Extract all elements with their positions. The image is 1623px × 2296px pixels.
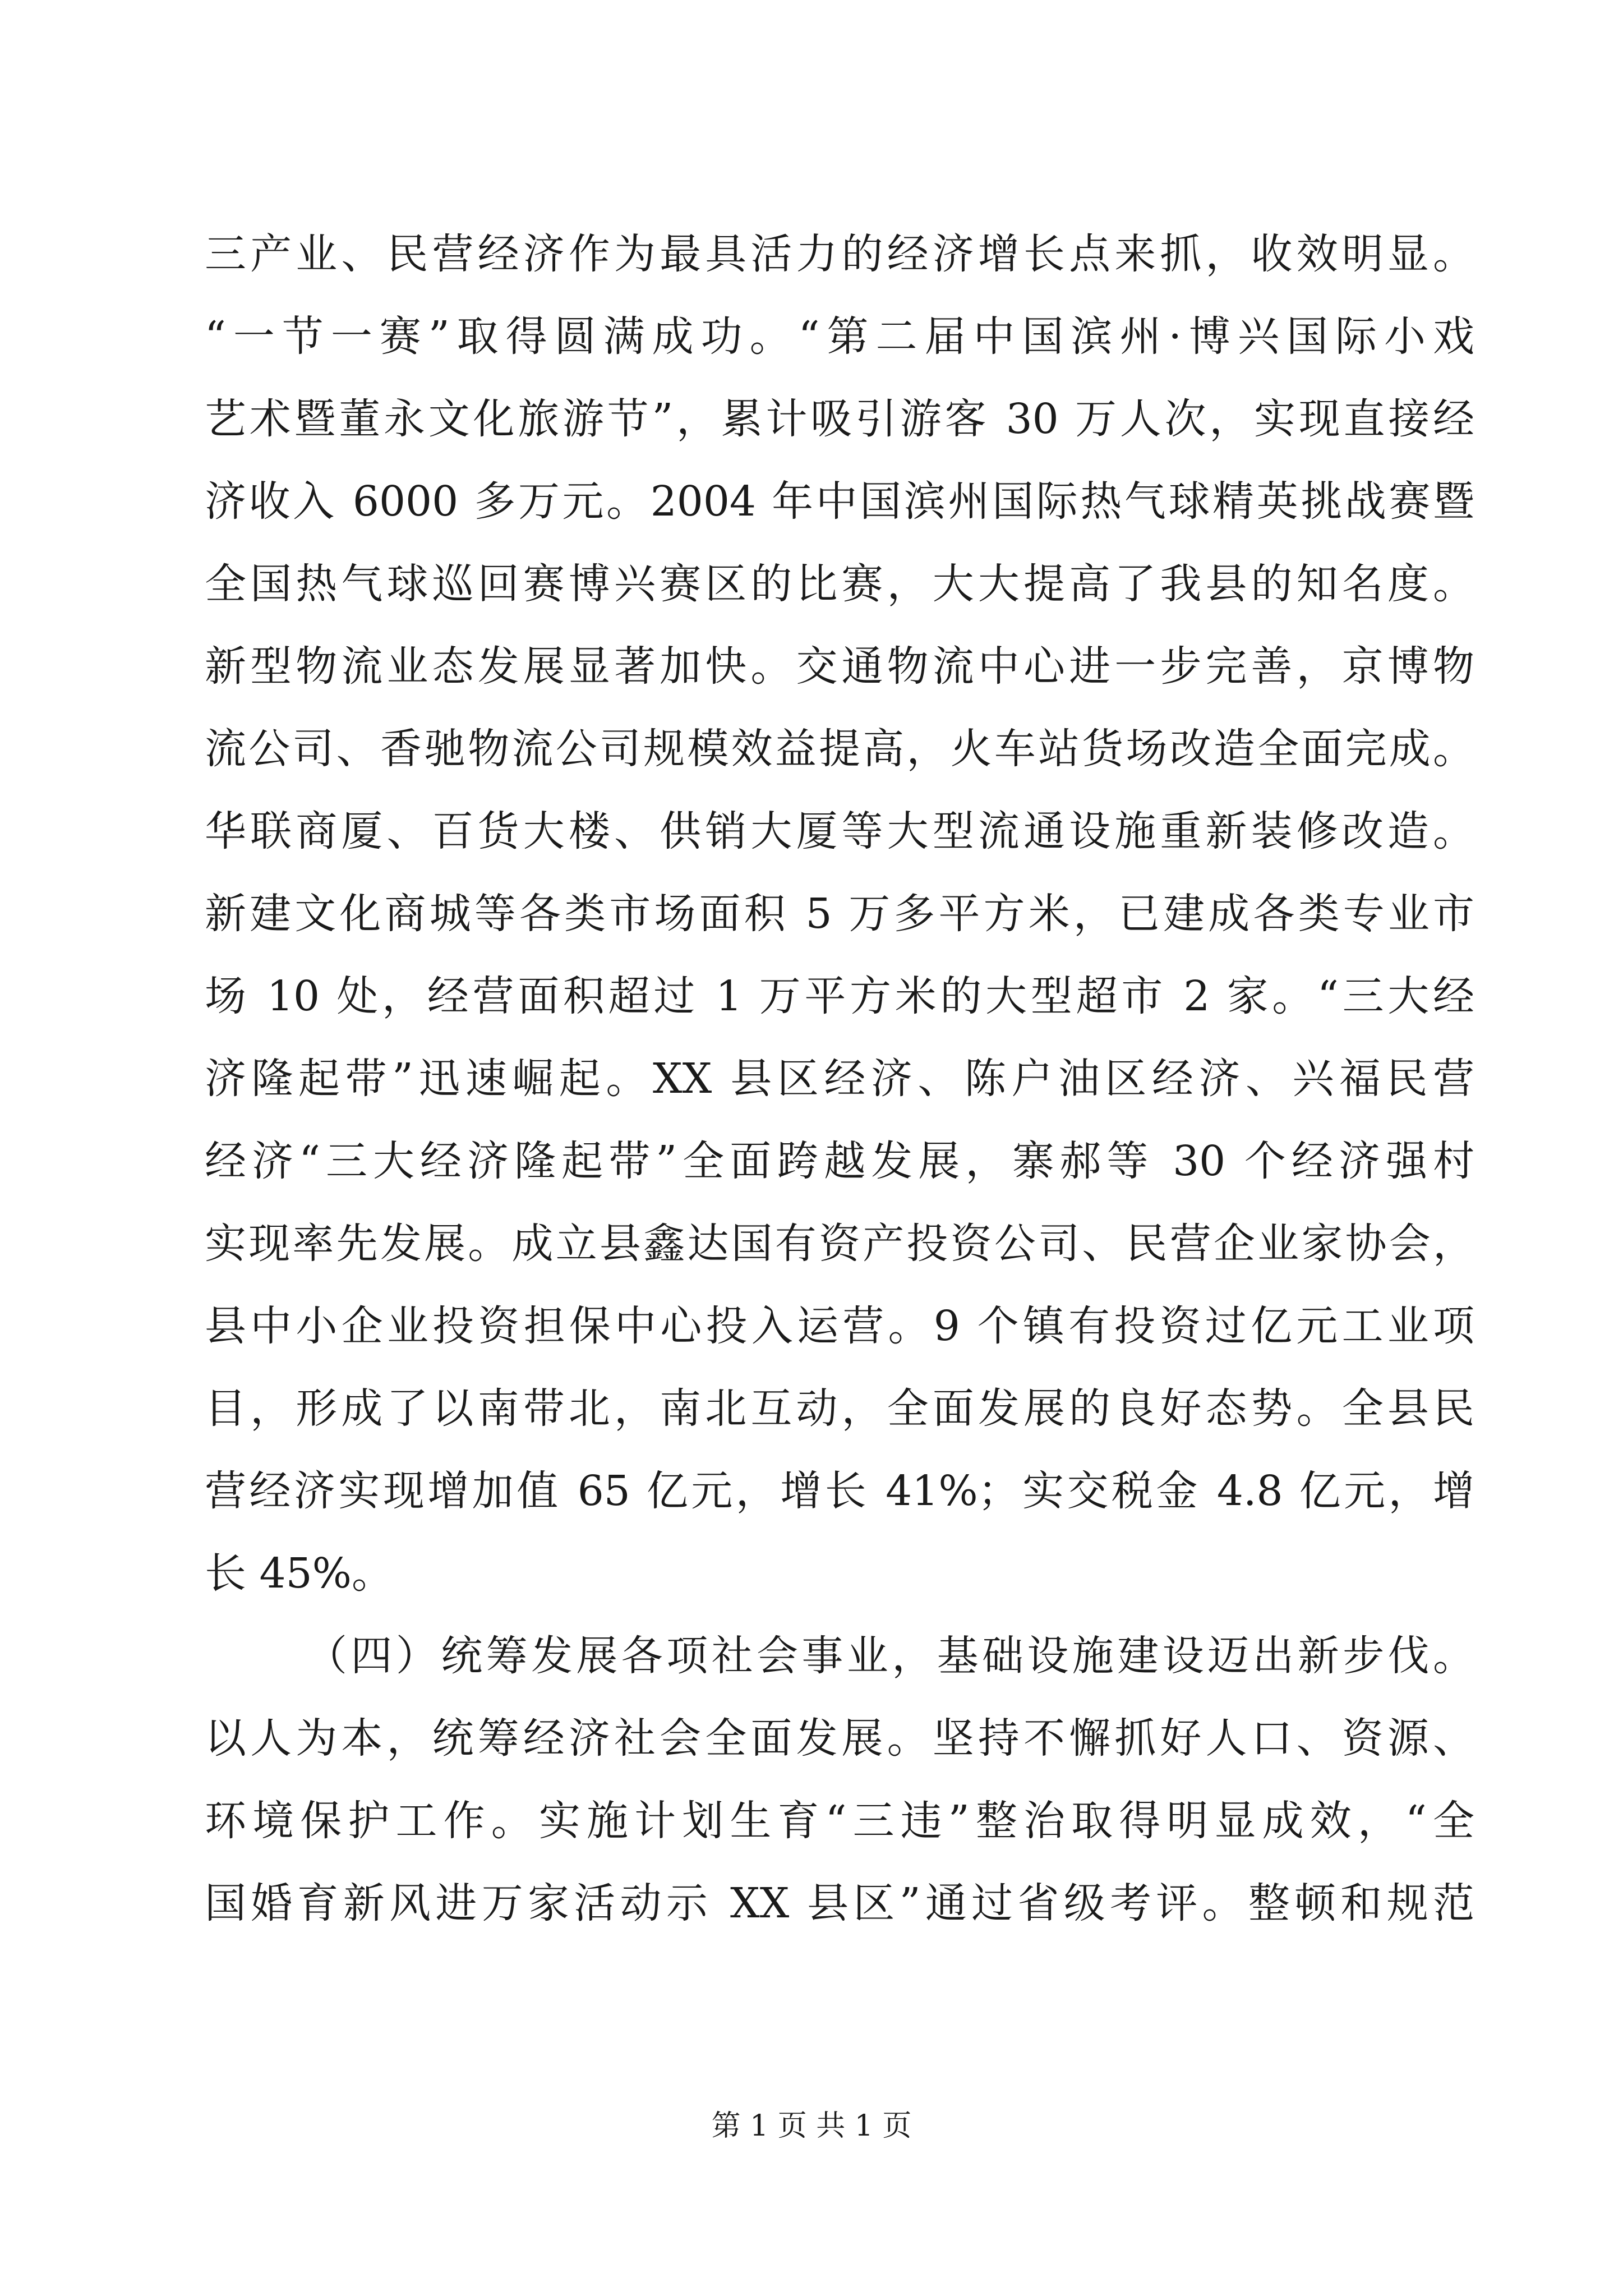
document-body xyxy=(205,213,1474,1945)
text-line: 营经济实现增加值 65 亿元，增长 41%；实交税金 4.8 亿元，增 xyxy=(205,1467,1474,1515)
text-line: 县中小企业投资担保中心投入运营。9 个镇有投资过亿元工业项 xyxy=(205,1302,1474,1350)
text-line: 经济“三大经济隆起带”全面跨越发展，寨郝等 30 个经济强村 xyxy=(205,1137,1474,1185)
text-line: 流公司、香驰物流公司规模效益提高，火车站货场改造全面完成。 xyxy=(205,725,1474,773)
paragraph-social-affairs xyxy=(205,1615,1474,1945)
paragraph-economy xyxy=(205,213,1474,1615)
text-line: 济隆起带”迅速崛起。XX 县区经济、陈户油区经济、兴福民营 xyxy=(205,1055,1474,1103)
text-line: 新建文化商城等各类市场面积 5 万多平方米，已建成各类专业市 xyxy=(205,890,1474,938)
text-line: 长 45%。 xyxy=(205,1549,393,1598)
text-line: 华联商厦、百货大楼、供销大厦等大型流通设施重新装修改造。 xyxy=(205,807,1474,855)
text-line: 实现率先发展。成立县鑫达国有资产投资公司、民营企业家协会， xyxy=(205,1220,1474,1268)
section-heading-line: （四）统筹发展各项社会事业，基础设施建设迈出新步伐。 xyxy=(306,1632,1474,1680)
text-line: “一节一赛”取得圆满成功。“第二届中国滨州·博兴国际小戏 xyxy=(205,312,1474,361)
text-line: 目，形成了以南带北，南北互动，全面发展的良好态势。全县民 xyxy=(205,1384,1474,1433)
text-line: 艺术暨董永文化旅游节”，累计吸引游客 30 万人次，实现直接经 xyxy=(205,395,1474,443)
text-line: 三产业、民营经济作为最具活力的经济增长点来抓，收效明显。 xyxy=(205,230,1474,278)
text-line: 以人为本，统筹经济社会全面发展。坚持不懈抓好人口、资源、 xyxy=(205,1714,1474,1763)
text-line: 国婚育新风进万家活动示 XX 县区”通过省级考评。整顿和规范 xyxy=(205,1879,1474,1927)
text-line: 环境保护工作。实施计划生育“三违”整治取得明显成效，“全 xyxy=(205,1797,1474,1845)
text-line: 新型物流业态发展显著加快。交通物流中心进一步完善，京博物 xyxy=(205,642,1474,691)
page-footer: 第 1 页 共 1 页 xyxy=(711,2109,912,2143)
text-line: 全国热气球巡回赛博兴赛区的比赛，大大提高了我县的知名度。 xyxy=(205,560,1474,608)
text-line: 济收入 6000 多万元。2004 年中国滨州国际热气球精英挑战赛暨 xyxy=(205,477,1474,526)
text-line: 场 10 处，经营面积超过 1 万平方米的大型超市 2 家。“三大经 xyxy=(205,972,1474,1020)
